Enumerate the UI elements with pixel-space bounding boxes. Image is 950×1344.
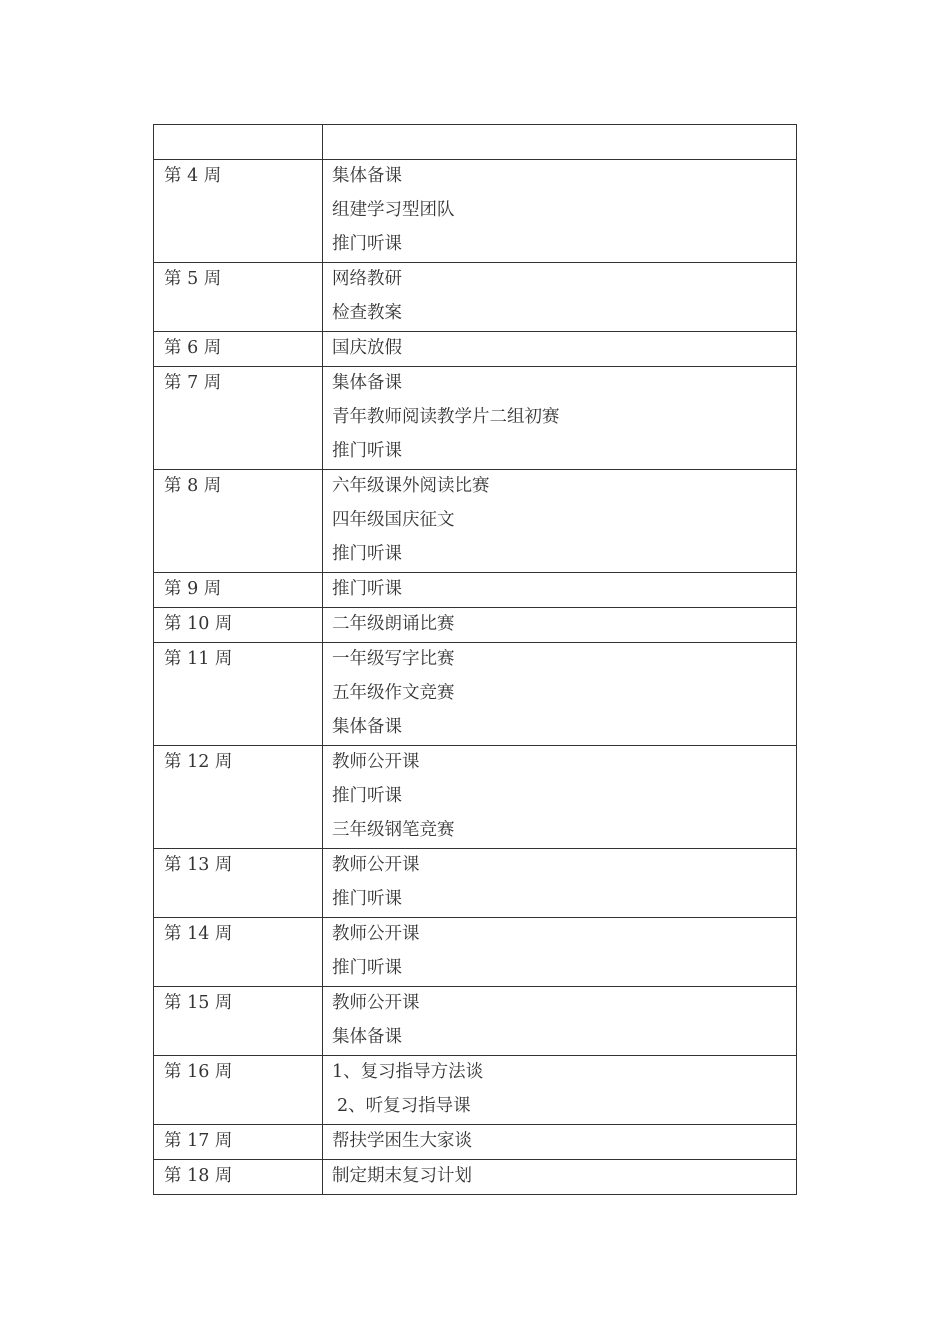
activity-cell (323, 746, 797, 849)
activity-item: 四年级国庆征文 (332, 510, 455, 530)
weekly-schedule-table (153, 124, 797, 1195)
activity-cell (323, 608, 797, 643)
table-row (154, 160, 797, 263)
activity-item: 集体备课 (332, 717, 402, 737)
week-label-text: 第 11 周 (164, 649, 233, 669)
activity-item: 教师公开课 (332, 924, 420, 944)
week-label (154, 573, 323, 608)
activity-item: 推门听课 (332, 234, 402, 254)
week-label-text: 第 7 周 (164, 373, 222, 393)
week-label (154, 332, 323, 367)
week-label (154, 643, 323, 746)
week-label-text: 第 5 周 (164, 269, 222, 289)
week-label-text: 第 18 周 (164, 1166, 233, 1186)
table-row (154, 643, 797, 746)
table-row (154, 608, 797, 643)
week-label (154, 1160, 323, 1195)
activity-item: 推门听课 (332, 889, 402, 909)
activity-item: 2、听复习指导课 (337, 1096, 471, 1116)
table-row (154, 470, 797, 573)
table-row (154, 1125, 797, 1160)
week-label (154, 918, 323, 987)
activity-cell (323, 643, 797, 746)
header-week-cell (154, 125, 323, 160)
activity-item: 三年级钢笔竞赛 (332, 820, 455, 840)
week-label-text: 第 8 周 (164, 476, 222, 496)
activity-item: 1、复习指导方法谈 (332, 1062, 484, 1082)
activity-item: 集体备课 (332, 1027, 402, 1047)
activity-item: 集体备课 (332, 166, 402, 186)
week-label (154, 746, 323, 849)
table-row (154, 1056, 797, 1125)
header-activity-cell (323, 125, 797, 160)
activity-cell (323, 987, 797, 1056)
activity-item: 教师公开课 (332, 752, 420, 772)
activity-cell (323, 367, 797, 470)
activity-item: 二年级朗诵比赛 (332, 614, 455, 634)
week-label-text: 第 10 周 (164, 614, 233, 634)
week-label (154, 367, 323, 470)
activity-cell (323, 332, 797, 367)
activity-item: 教师公开课 (332, 855, 420, 875)
activity-item: 集体备课 (332, 373, 402, 393)
week-label (154, 1125, 323, 1160)
week-label (154, 849, 323, 918)
week-label-text: 第 6 周 (164, 338, 222, 358)
week-label-text: 第 16 周 (164, 1062, 233, 1082)
table-row (154, 987, 797, 1056)
activity-item: 网络教研 (332, 269, 402, 289)
table-row (154, 332, 797, 367)
activity-item: 五年级作文竞赛 (332, 683, 455, 703)
table-row (154, 263, 797, 332)
activity-cell (323, 573, 797, 608)
table-row (154, 367, 797, 470)
week-label (154, 987, 323, 1056)
activity-item: 六年级课外阅读比赛 (332, 476, 490, 496)
activity-cell (323, 263, 797, 332)
activity-cell (323, 918, 797, 987)
week-label-text: 第 12 周 (164, 752, 233, 772)
activity-item: 组建学习型团队 (332, 200, 455, 220)
table-header-row (154, 125, 797, 160)
activity-item: 教师公开课 (332, 993, 420, 1013)
week-label (154, 608, 323, 643)
week-label-text: 第 17 周 (164, 1131, 233, 1151)
activity-cell (323, 470, 797, 573)
week-label-text: 第 4 周 (164, 166, 222, 186)
week-label-text: 第 15 周 (164, 993, 233, 1013)
week-label (154, 160, 323, 263)
activity-item: 制定期末复习计划 (332, 1166, 472, 1186)
table-row (154, 746, 797, 849)
activity-cell (323, 1160, 797, 1195)
table-row (154, 1160, 797, 1195)
activity-item: 青年教师阅读教学片二组初赛 (332, 407, 560, 427)
week-label (154, 470, 323, 573)
week-label-text: 第 14 周 (164, 924, 233, 944)
activity-cell (323, 160, 797, 263)
week-label-text: 第 13 周 (164, 855, 233, 875)
activity-item: 一年级写字比赛 (332, 649, 455, 669)
activity-item: 帮扶学困生大家谈 (332, 1131, 472, 1151)
week-label-text: 第 9 周 (164, 579, 222, 599)
activity-cell (323, 1125, 797, 1160)
activity-item: 国庆放假 (332, 338, 402, 358)
activity-item: 推门听课 (332, 441, 402, 461)
week-label (154, 1056, 323, 1125)
activity-cell (323, 849, 797, 918)
activity-item: 推门听课 (332, 579, 402, 599)
activity-item: 推门听课 (332, 786, 402, 806)
week-label (154, 263, 323, 332)
table-row (154, 849, 797, 918)
activity-item: 检查教案 (332, 303, 402, 323)
table-row (154, 573, 797, 608)
table-row (154, 918, 797, 987)
schedule-table-body (154, 125, 797, 1195)
activity-item: 推门听课 (332, 958, 402, 978)
activity-cell (323, 1056, 797, 1125)
activity-item: 推门听课 (332, 544, 402, 564)
